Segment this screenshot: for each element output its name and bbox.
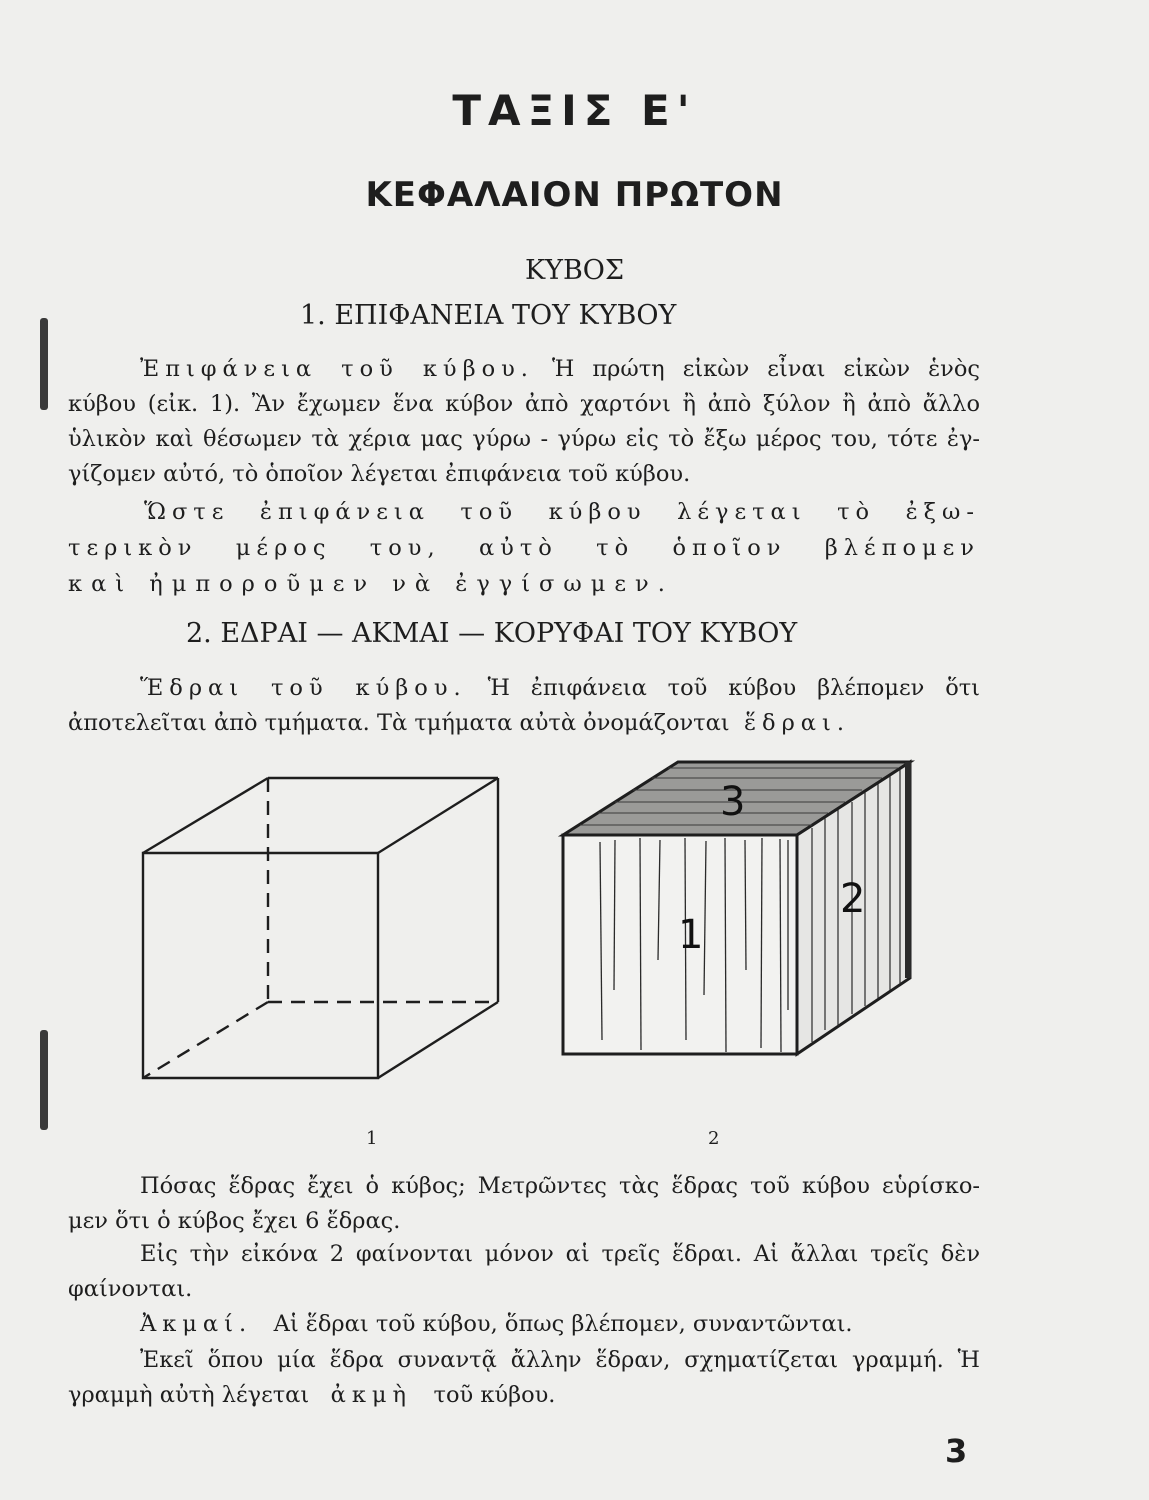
text-span: Ἡ ἐπιφάνεια τοῦ κύβου βλέπομεν ὅτι [487,675,981,701]
text-span: γραμμὴ αὐτὴ λέγεται [68,1381,310,1408]
paragraph-line: φαίνονται. [68,1275,193,1302]
term-faces: Ἕδραι τοῦ κύβου. [140,675,467,701]
text-span: Εἰς τὴν εἰκόνα 2 φαίνονται μόνον αἱ τρεῖς ἕδραι. Αἱ ἄλλαι τρεῖς δὲν [140,1241,980,1267]
chapter-title: ΚΕΦΑΛΑΙΟΝ ΠΡΩΤΟΝ [365,175,784,215]
text-span: Ἡ πρώτη εἰκὼν εἶναι εἰκὼν ἑνὸς [552,356,980,382]
term-edges: Ἀκμαί. [140,1311,253,1337]
paragraph-line: τερικὸν μέρος του, αὐτὸ τὸ ὁποῖον βλέπομεν [68,534,980,561]
paragraph-line [68,1383,980,1409]
class-title: ΤΑΞΙΣ Ε' [452,86,697,135]
text-span: Αἱ ἕδραι τοῦ κύβου, ὅπως βλέπομεν, συναντῶνται. [273,1311,853,1337]
cube-edge [143,778,268,853]
paragraph-line: κύβου (εἰκ. 1). Ἂν ἔχωμεν ἕνα κύβον ἀπὸ χαρτόνι ἢ ἀπὸ ξύλον ἢ ἀπὸ ἄλλο [68,390,980,417]
cube-edge [378,1002,498,1078]
paragraph-line [68,1348,980,1374]
paragraph-line [68,1242,980,1268]
paragraph-count [68,1174,980,1235]
hidden-edges [143,778,498,1078]
wooden-cube [563,762,911,1054]
cube-edge [378,778,498,853]
text-span: Πόσας ἕδρας ἔχει ὁ κύβος; Μετρῶντες τὰς ἕδρας τοῦ κύβου εὑρίσκο- [140,1173,980,1199]
text-span: Ὥστε ἐπιφάνεια τοῦ κύβου λέγεται τὸ ἐξω- [144,499,980,525]
text-span: Ἐκεῖ ὅπου μία ἕδρα συναντᾷ ἄλλην ἕδραν, σχηματίζεται γραμμή. Ἡ [140,1347,980,1373]
paragraph-line [68,500,980,526]
subsection-title-1: 1. ΕΠΙΦΑΝΕΙΑ ΤΟΥ ΚΥΒΟΥ [300,300,677,331]
face-label-2: 2 [840,876,866,922]
paragraph-line [68,1312,980,1338]
subsection-title-2: 2. ΕΔΡΑΙ — ΑΚΜΑΙ — ΚΟΡΥΦΑΙ ΤΟΥ ΚΥΒΟΥ [186,618,798,649]
paragraph-line: μεν ὅτι ὁ κύβος ἔχει 6 ἕδρας. [68,1207,401,1234]
face-label-1: 1 [678,912,704,958]
paragraph-line: γίζομεν αὐτό, τὸ ὁποῖον λέγεται ἐπιφάνεια τοῦ κύβου. [68,460,691,487]
cube-front-face [143,853,378,1078]
figure-caption-2: 2 [708,1128,720,1149]
paragraph-faces [68,676,980,737]
cube-figures [100,740,1000,1120]
paragraph-line [68,357,980,383]
page-number: 3 [945,1432,968,1470]
paragraph-line: ὑλικὸν καὶ θέσωμεν τὰ χέρια μας γύρω - γύρω εἰς τὸ ἔξω μέρος του, τότε ἐγ- [68,425,980,452]
binding-mark-top [40,318,48,410]
wireframe-cube [143,778,498,1078]
paragraph-edges [68,1312,980,1338]
figure-caption-1: 1 [366,1128,378,1149]
paragraph-definition [68,500,980,598]
face-label-3: 3 [720,779,746,825]
section-title: ΚΥΒΟΣ [524,255,625,286]
binding-mark-bottom [40,1030,48,1130]
text-span: ἀποτελεῖται ἀπὸ τμήματα. Τὰ τμήματα αὐτὰ ὀνομάζονται [68,709,730,736]
paragraph-edge-definition [68,1348,980,1409]
paragraph-line [68,711,980,737]
term-faces-inline: ἕδραι. [743,709,850,736]
cube-hidden-edge [143,1002,268,1078]
term-edge-inline: ἀκμὴ [330,1381,413,1408]
paragraph-surface [68,357,980,488]
paragraph-line [68,676,980,702]
text-span: τοῦ κύβου. [433,1381,556,1408]
wood-side-shadow [905,762,911,978]
paragraph-line: καὶ ἠμποροῦμεν νὰ ἐγγίσωμεν. [68,570,674,597]
paragraph-visible-faces [68,1242,980,1303]
paragraph-line [68,1174,980,1200]
term-surface: Ἐπιφάνεια τοῦ κύβου. [140,356,534,382]
